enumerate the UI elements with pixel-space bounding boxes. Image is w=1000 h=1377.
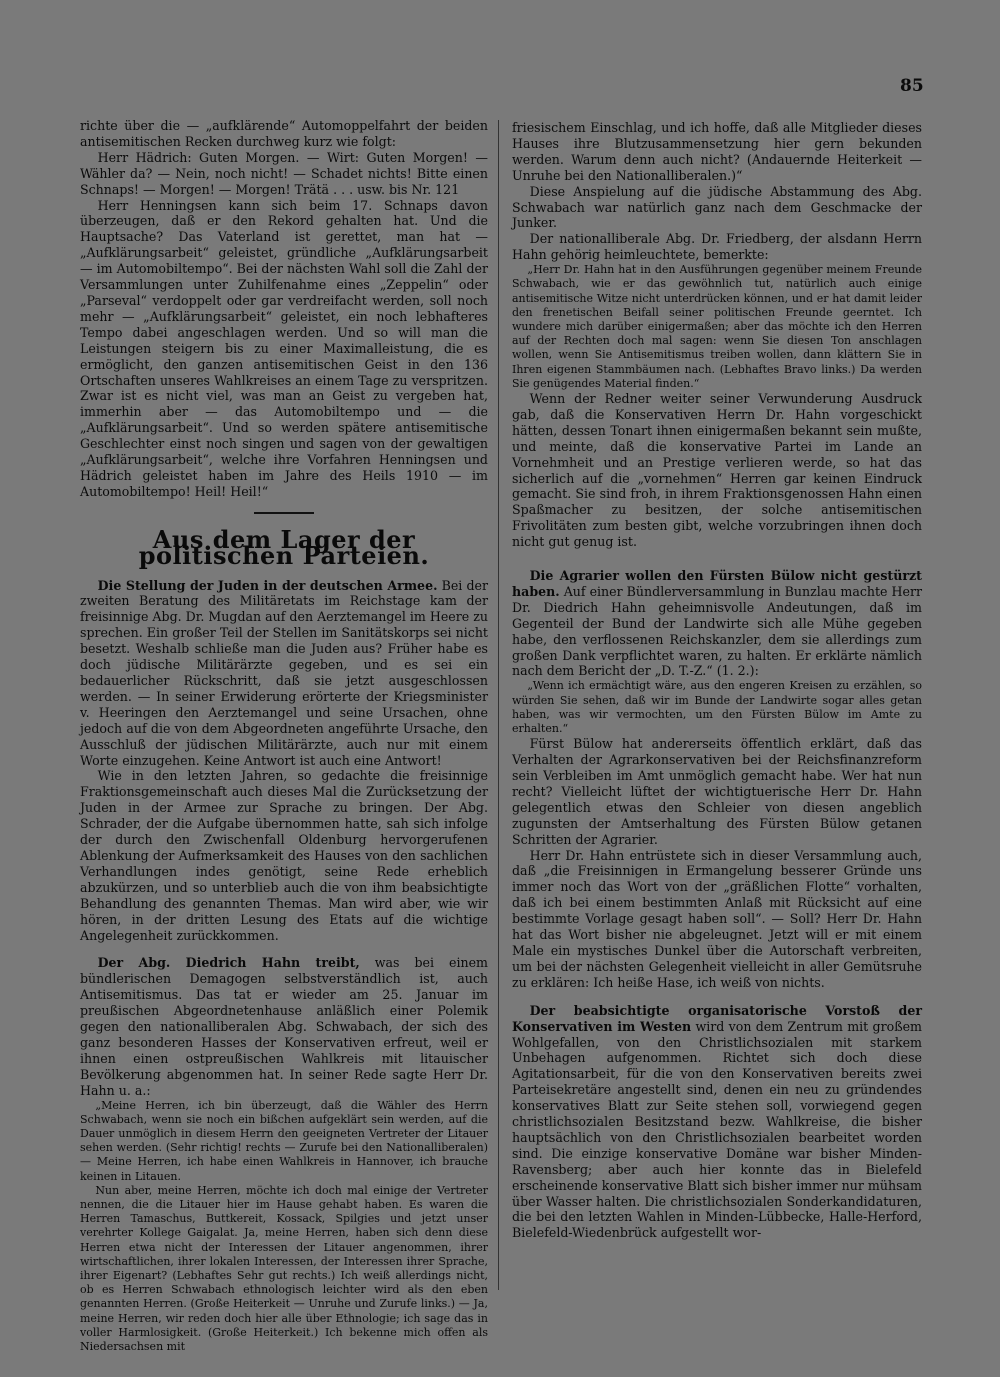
spacer [512,991,922,1003]
article-paragraph [512,1003,922,1242]
right-column [512,120,922,1241]
quote-paragraph: „Herr Dr. Hahn hat in den Ausführungen gegenüber meinem Freunde Schwabach, wie er das gewöhnlich tut, natürlich auch einige antisemitische Witze nicht unterdrücken können, und er hat damit leider den frenetischen Beifall seiner politischen Freunde geerntet. Ich wundere mich darüber einigermaßen; aber das möchte ich den Herren auf der Rechten doch mal sagen: wenn Sie diesen Ton anschlagen wollen, wenn Sie Antisemitismus treiben wollen, dann klättern Sie in Ihren eigenen Stammbäumen nach. (Lebhaftes Bravo links.) Da werden Sie genügendes Material finden.“ [512,263,922,390]
article-heading: Der Abg. Diedrich Hahn treibt, [97,955,360,971]
paragraph: richte über die — „aufklärende“ Automoppelfahrt der beiden antisemitischen Recken durchweg kurz wie folgt: [80,118,488,149]
paragraph: Herr Hädrich: Guten Morgen. — Wirt: Guten Morgen! — Wähler da? — Nein, noch nicht! — Schadet nichts! Bitte einen Schnaps! — Morgen! — Morgen! Trätä . . . usw. bis Nr. 121 [80,149,488,197]
article-text: was bei einem bündlerischen Demagogen selbstverständlich ist, auch Antisemitismus. Das tat er wieder am 25. Januar im preußischen Abgeordnetenhause anläßlich einer Polemik gegen den nationalliberalen Abg. Schwabach, der sich des ganz besonderen Hasses der Konservativen erfreut, weil er ihnen einen ostpreußischen Wahlkreis mit litauischer Bevölkerung abgenommen hat. In seiner Rede sagte Herr Dr. Hahn u. a.: [80,955,488,1098]
article-heading: Der beabsichtigte organisatorische Vorstoß der Konservativen im Westen [512,1002,922,1034]
paragraph: Der nationalliberale Abg. Dr. Friedberg, der alsdann Herrn Hahn gehörig heimleuchtete, bemerkte: [512,231,922,263]
quote-paragraph: „Meine Herren, ich bin überzeugt, daß die Wähler des Herrn Schwabach, wenn sie noch ein bißchen aufgeklärt sein werden, auf die Dauer unmöglich in diesem Herrn den geeigneten Vertreter der Litauer sehen werden. (Sehr richtig! rechts — Zurufe bei den Nationalliberalen) — Meine Herren, ich habe einen Wahlkreis in Hannover, ich brauche keinen in Litauen. [80,1098,488,1183]
paragraph: Fürst Bülow hat andererseits öffentlich erklärt, daß das Verhalten der Agrarkonservativen bei der Reichsfinanzreform sein Verbleiben im Amt unmöglich gemacht habe. Wer hat nun recht? Vielleicht lüftet der wichtigtuerische Herr Dr. Hahn gelegentlich etwas den Schleier von diesen angeblich zugunsten der Amtserhaltung des Fürsten Bülow getanen Schritten der Agrarier. [512,736,922,847]
page-number: 85 [900,76,924,96]
quote-paragraph: friesischem Einschlag, und ich hoffe, daß alle Mitglieder dieses Hauses ihre Blutzusammensetzung hier gern bekunden werden. Warum denn auch nicht? (Andauernde Heiterkeit — Unruhe bei den Nationalliberalen.)“ [512,120,922,183]
article-text: Bei der zweiten Beratung des Militäretats im Reichstage kam der freisinnige Abg. Dr. Mugdan auf den Aerztemangel im Heere zu sprechen. Ein großer Teil der Stellen im Sanitätskorps sei nicht besetzt. Weshalb schließe man die Juden aus? Früher habe es doch jüdische Militärärzte gegeben, und es sei ein bedauerlicher Rückschritt, daß sie jetzt ausgeschlossen werden. — In seiner Erwiderung erörterte der Kriegsminister v. Heeringen den Aerztemangel und seine Ursachen, ohne jedoch auf die von dem Abgeordneten angeführte Ursache, den Ausschluß der jüdischen Militärärzte, auch nur mit einem Worte einzugehen. Keine Antwort ist auch eine Antwort! [80,577,488,768]
quote-paragraph: „Wenn ich ermächtigt wäre, aus den engeren Kreisen zu erzählen, so würden Sie sehen, daß wir im Bunde der Landwirte sogar alles getan haben, was wir vermochten, um den Fürsten Bülow im Amte zu erhalten.“ [512,679,922,735]
article-text: wird von dem Zentrum mit großem Wohlgefallen, von den Christlichsozialen mit starkem Unbehagen aufgenommen. Richtet sich doch diese Agitationsarbeit, für die von den Konservativen bereits zwei Parteisekretäre angestellt sind, denen ein neu zu gründendes konservatives Blatt zur Seite stehen soll, vorwiegend gegen christlichsozialen Besitzstand bezw. Wahlkreise, die bisher hauptsächlich von den Christlichsozialen bearbeitet worden sind. Die einzige konservative Domäne war bisher Minden-Ravensberg; aber auch hier konnte das in Bielefeld erscheinende konservative Blatt sich bisher immer nur mühsam über Wasser halten. Die christlichsozialen Sonderkandidaturen, die bei den letzten Wahlen in Minden-Lübbecke, Halle-Herford, Bielefeld-Wiedenbrück aufgestellt wor- [512,1018,922,1241]
article-paragraph [512,568,922,679]
column-divider [498,120,499,1290]
article-heading: Die Stellung der Juden in der deutschen Armee. [97,577,438,593]
article-heading: Die Agrarier wollen den Fürsten Bülow nicht gestürzt haben. [512,568,922,599]
separator-rule [254,512,314,514]
article-paragraph [80,955,488,1098]
paragraph: Herr Henningsen kann sich beim 17. Schnaps davon überzeugen, daß er den Rekord gehalten hat. Und die Hauptsache? Das Vaterland ist gerettet, man hat — „Aufklärungsarbeit“ geleistet, gründliche „Aufklärungsarbeit — im Automobiltempo“. Bei der nächsten Wahl soll die Zahl der Versammlungen unter Zuhilfenahme eines „Zeppelin“ oder „Parseval“ verdoppelt oder gar verdreifacht werden, soll noch mehr — „Aufklärungsarbeit“ geleistet, ein noch lebhafteres Tempo dabei angeschlagen werden. Und so will man die Leistungen steigern bis zu einer Maximalleistung, die es ermöglicht, den ganzen antisemitischen Geist in den 136 Ortschaften unseres Wahlkreises an einem Tage zu verspritzen. Zwar ist es nicht viel, was man an Geist zu vergeben hat, immerhin aber — das Automobiltempo und — die „Aufklärungsarbeit“. Und so werden spätere antisemitische Geschlechter einst noch singen und sagen von der gewaltigen „Aufklärungsarbeit“, welche ihre Vorfahren Henningsen und Hädrich geleistet haben im Jahre des Heils 1910 — im Automobiltempo! Heil! Heil!“ [80,197,488,499]
article-text: Auf einer Bündlerversammlung in Bunzlau machte Herr Dr. Diedrich Hahn geheimnisvolle Andeutungen, daß im Gegenteil der Bund der Landwirte sich alle Mühe gegeben habe, den verflossenen Reichskanzler, dem sie allerdings zum großen Dank verpflichtet waren, zu halten. Er erklärte nämlich nach dem Bericht der „D. T.-Z.“ (1. 2.): [512,583,922,679]
spacer [512,550,922,568]
paragraph: Herr Dr. Hahn entrüstete sich in dieser Versammlung auch, daß „die Freisinnigen in Ermangelung besserer Gründe uns immer noch das Wort von der „gräßlichen Flotte“ vorhalten, daß ich bei einem bestimmten Anlaß mit Rücksicht auf eine bestimmte Vorlage gesagt haben soll“. — Soll? Herr Dr. Hahn hat das Wort bisher nie abgeleugnet. Jetzt will er mit einem Male ein mystisches Dunkel über die Autorschaft verbreiten, um bei der nächsten Gelegenheit vielleicht in aller Gemütsruhe zu erklären: Ich heiße Hase, ich weiß von nichts. [512,847,922,990]
paragraph: Wie in den letzten Jahren, so gedachte die freisinnige Fraktionsgemeinschaft auch dieses Mal die Zurücksetzung der Juden in der Armee zur Sprache zu bringen. Der Abg. Schrader, der die Aufgabe übernommen hatte, sah sich infolge der durch den Zwischenfall Oldenburg hervorgerufenen Ablenkung der Aufmerksamkeit des Hauses von den sachlichen Verhandlungen indes genötigt, seine Rede erheblich abzukürzen, und so unterblieb auch die von ihm beabsichtigte Behandlung des genannten Themas. Man wird aber, wie wir hören, in der dritten Lesung des Etats auf die wichtige Angelegenheit zurückkommen. [80,768,488,943]
paragraph: Diese Anspielung auf die jüdische Abstammung des Abg. Schwabach war natürlich ganz nach dem Geschmacke der Junker. [512,183,922,231]
section-title: Aus dem Lager der politischen Parteien. [138,524,430,570]
quote-paragraph: Nun aber, meine Herren, möchte ich doch mal einige der Vertreter nennen, die die Litauer hier im Hause gehabt haben. Es waren die Herren Tamaschus, Buttkereit, Kossack, Spilgies und jetzt unser verehrter Kollege Gaigalat. Ja, meine Herren, haben sich denn diese Herren etwa nicht der Interessen der Litauer angenommen, ihrer wirtschaftlichen, ihrer lokalen Interessen, der Interessen ihrer Sprache, ihrer Eigenart? (Lebhaftes Sehr gut rechts.) Ich weiß allerdings nicht, ob es Herren Schwabach ethnologisch leichter wird als den eben genannten Herren. (Große Heiterkeit — Unruhe und Zurufe links.) — Ja, meine Herren, wir reden doch hier alle über Ethnologie; ich sage das in voller Harmlosigkeit. (Große Heiterkeit.) Ich bekenne mich offen als Niedersachsen mit [80,1183,488,1354]
left-column [80,118,488,1354]
article-paragraph [80,578,488,769]
paragraph: Wenn der Redner weiter seiner Verwunderung Ausdruck gab, daß die Konservativen Herrn Dr. Hahn vorgeschickt hätten, dessen Tonart ihnen einigermaßen bekannt sein mußte, und meinte, daß die konservative Partei im Lande an Vornehmheit und an Prestige verlieren werde, so hat das sicherlich auf die „vornehmen“ Herren gar keinen Eindruck gemacht. Sie sind froh, in ihrem Fraktionsgenossen Hahn einen Spaßmacher zu besitzen, der solche antisemitischen Frivolitäten zum besten gibt, welche vorzubringen ihnen doch nicht gut genug ist. [512,390,922,550]
spacer [80,943,488,955]
